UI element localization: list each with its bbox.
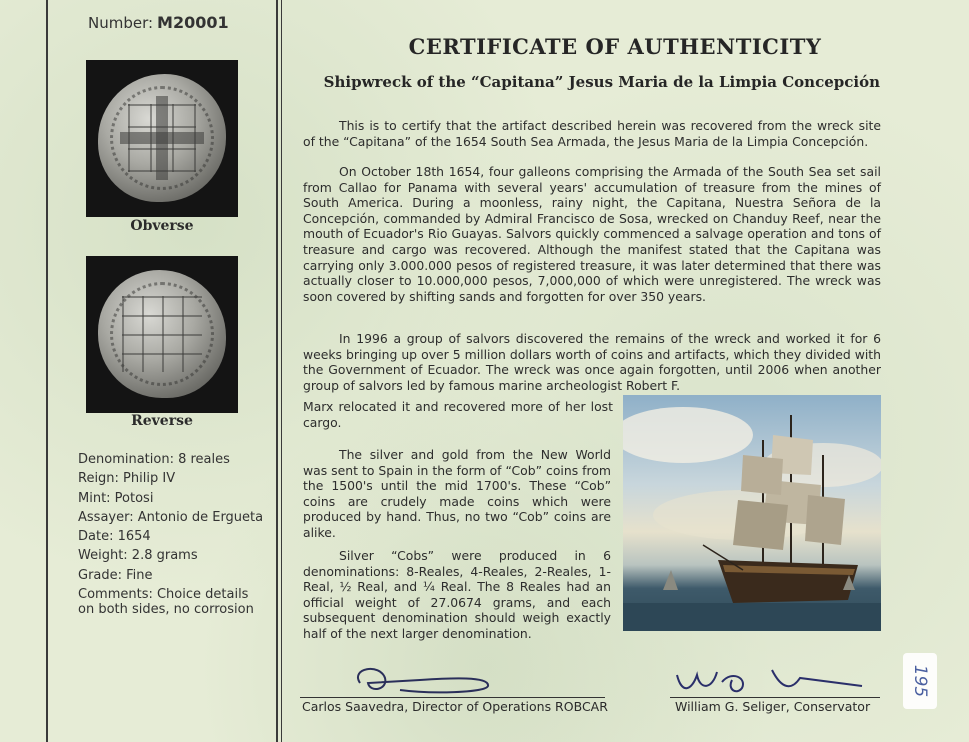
obverse-coin-image (86, 60, 238, 217)
detail-grade: Grade: Fine (78, 567, 153, 583)
detail-comments: Comments: Choice details on both sides, no corrosion (78, 587, 254, 618)
number-label: Number: (88, 14, 154, 32)
signature-line-right (670, 697, 880, 698)
border-line-right-outer (276, 0, 278, 742)
detail-denomination: Denomination: 8 reales (78, 452, 230, 467)
reverse-label: Reverse (131, 413, 193, 429)
coin-reverse (98, 270, 226, 398)
paragraph-history: On October 18th 1654, four galleons comprising the Armada of the South Sea set sail from Callao for Panama with several years' accumulation of treasure from the mines of South America. During a moonless, rainy night, the Capitana, Nuestra Señora de la Concepción, commanded by Admiral Francisco de Sosa, wrecked on Chanduy Reef, near the mouth of Ecuador's Rio Guayas. Salvors quickly commenced a salvage operation and tons of treasure and cargo was recovered. Although the manifest stated that the Capitana was carrying only 3.000.000 pesos of registered treasure, it was later determined that there was actually closer to 10.000,000 pesos, 7,000,000 of which were unregistered. The wreck was soon covered by shifting sands and forgotten for over 350 years. (303, 164, 881, 304)
number-value: M20001 (157, 13, 229, 32)
border-line-left (46, 0, 48, 742)
galleon-ship-icon (623, 395, 881, 631)
paragraph-denominations: Silver “Cobs” were produced in 6 denominations: 8-Reales, 4-Reales, 2-Reales, 1-Real, ½ Real, and ¼ Real. The 8 Reales had an official weight of 27.0674 grams, and each subsequent denomination should weigh exactly half of the next larger denomination. (303, 548, 611, 641)
detail-weight: Weight: 2.8 grams (78, 548, 198, 564)
paragraph-cob-coins: The silver and gold from the New World was sent to Spain in the form of “Cob” coins from the 1500's until the mid 1700's. These “Cob” coins are crudely made coins which were produced by hand. Thus, no two “Cob” coins are alike. (303, 447, 611, 540)
detail-assayer: Assayer: Antonio de Ergueta (78, 509, 264, 525)
coin-obverse (98, 74, 226, 202)
obverse-label: Obverse (130, 218, 194, 234)
paragraph-salvage: In 1996 a group of salvors discovered the remains of the wreck and worked it for 6 weeks bringing up over 5 million dollars worth of coins and artifacts, which they divided with the Government of Ecuador. The wreck was once again forgotten, until 2006 when another group of salvors led by famous marine archeologist Robert F. (303, 331, 881, 393)
signature-caption-left: Carlos Saavedra, Director of Operations ROBCAR (302, 699, 608, 714)
signature-carlos-saavedra (340, 658, 500, 698)
detail-reign: Reign: Philip IV (78, 471, 176, 487)
coin-details (78, 450, 268, 617)
border-line-right-inner (281, 0, 282, 742)
certificate-title: CERTIFICATE OF AUTHENTICITY (408, 34, 822, 59)
signature-line-left (300, 697, 605, 698)
signature-william-seliger (672, 660, 872, 700)
detail-mint: Mint: Potosi (78, 490, 154, 506)
paragraph-salvage-continued: Marx relocated it and recovered more of her lost cargo. (303, 399, 613, 430)
inventory-number: 195 (909, 664, 930, 698)
reverse-coin-image (86, 256, 238, 413)
certificate-subtitle: Shipwreck of the “Capitana” Jesus Maria de la Limpia Concepción (323, 73, 880, 91)
signature-caption-right: William G. Seliger, Conservator (675, 699, 871, 714)
certificate-number (88, 13, 229, 32)
paragraph-certification: This is to certify that the artifact described herein was recovered from the wreck site of the “Capitana” of the 1654 South Sea Armada, the Jesus Maria de la Limpia Concepción. (303, 118, 881, 149)
galleon-painting (623, 395, 881, 631)
detail-date: Date: 1654 (78, 529, 151, 545)
inventory-sticker (903, 653, 937, 709)
